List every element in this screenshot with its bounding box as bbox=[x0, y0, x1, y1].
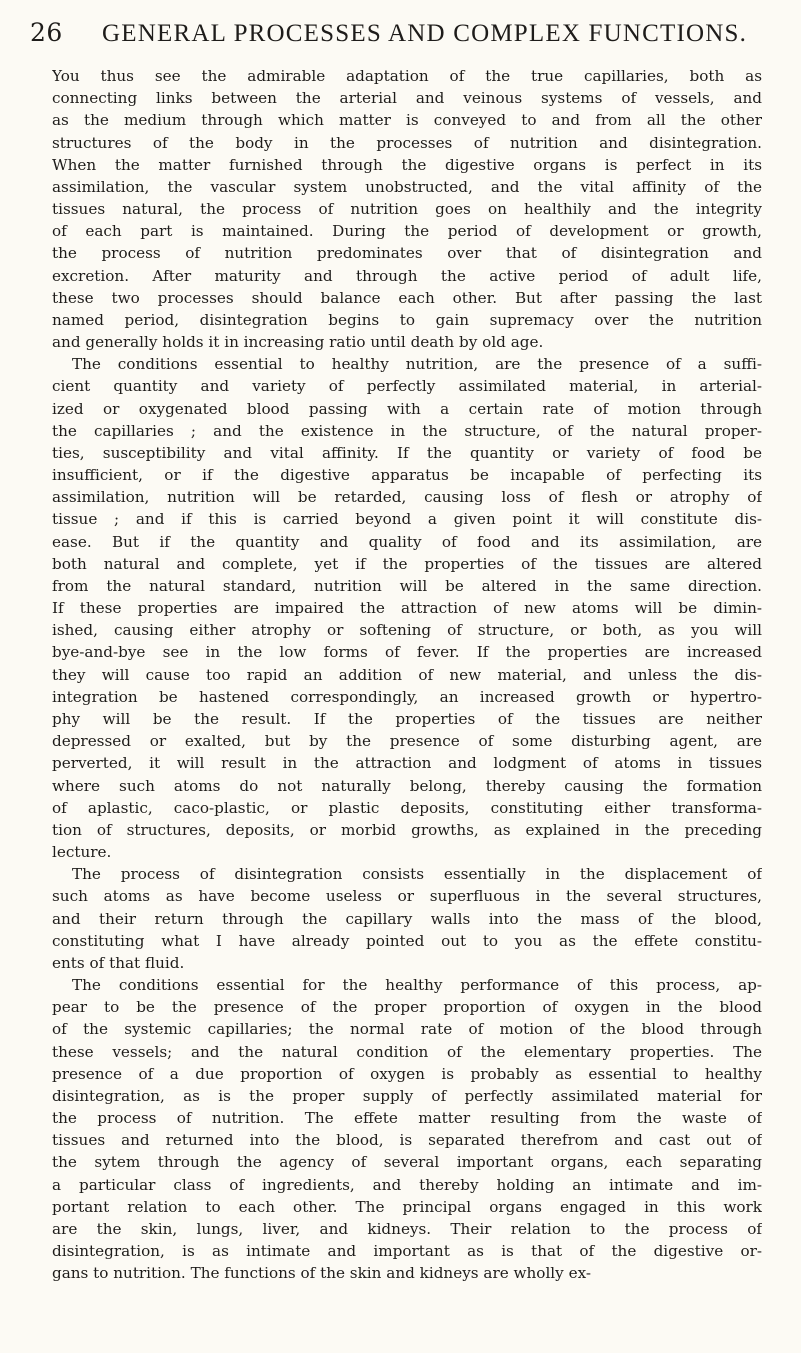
text-line: ished, causing either atrophy or softening of structure, or both, as you will bbox=[52, 621, 762, 640]
text-line: The conditions essential for the healthy performance of this process, ap- bbox=[72, 976, 762, 995]
text-line: tissues natural, the process of nutrition goes on healthily and the integrity bbox=[52, 200, 762, 219]
text-line: from the natural standard, nutrition will be altered in the same direction. bbox=[52, 576, 762, 595]
text-line: bye-and-bye see in the low forms of fever. If the properties are increased bbox=[52, 643, 762, 662]
text-line: tissues and returned into the blood, is separated therefrom and cast out of bbox=[52, 1131, 762, 1150]
text-line: perverted, it will result in the attraction and lodgment of atoms in tissues bbox=[52, 754, 762, 773]
text-line: they will cause too rapid an addition of new material, and unless the dis- bbox=[52, 665, 762, 684]
paragraph bbox=[52, 974, 762, 1284]
running-head: GENERAL PROCESSES AND COMPLEX FUNCTIONS. bbox=[102, 20, 748, 47]
text-line: of each part is maintained. During the period of development or growth, bbox=[52, 222, 762, 241]
text-line: the capillaries ; and the existence in the structure, of the natural proper- bbox=[52, 421, 762, 440]
text-line: When the matter furnished through the digestive organs is perfect in its bbox=[52, 155, 762, 174]
text-line: these two processes should balance each other. But after passing the last bbox=[52, 288, 762, 307]
text-line: the process of nutrition predominates over that of disintegration and bbox=[52, 244, 762, 263]
text-line: lecture. bbox=[52, 843, 112, 862]
text-line: such atoms as have become useless or superfluous in the several structures, bbox=[52, 887, 762, 906]
text-line: ties, susceptibility and vital affinity. If the quantity or variety of food be bbox=[52, 443, 762, 462]
text-line: presence of a due proportion of oxygen is probably as essential to healthy bbox=[52, 1064, 762, 1083]
text-line: If these properties are impaired the attraction of new atoms will be dimin- bbox=[52, 599, 762, 618]
text-line: assimilation, nutrition will be retarded, causing loss of flesh or atrophy of bbox=[52, 488, 762, 507]
text-line: of aplastic, caco-plastic, or plastic deposits, constituting either transforma- bbox=[52, 798, 762, 817]
paragraph bbox=[52, 65, 762, 353]
text-line: gans to nutrition. The functions of the skin and kidneys are wholly ex- bbox=[52, 1264, 591, 1283]
text-line: cient quantity and variety of perfectly assimilated material, in arterial- bbox=[52, 377, 762, 396]
text-line: ized or oxygenated blood passing with a certain rate of motion through bbox=[52, 399, 762, 418]
text-line: phy will be the result. If the properties of the tissues are neither bbox=[52, 709, 762, 728]
text-line: excretion. After maturity and through the active period of adult life, bbox=[52, 266, 762, 285]
paragraph bbox=[52, 863, 762, 974]
text-line: integration be hastened correspondingly, an increased growth or hypertro- bbox=[52, 687, 762, 706]
text-line: assimilation, the vascular system unobstructed, and the vital affinity of the bbox=[52, 177, 762, 196]
paragraph bbox=[52, 353, 762, 863]
text-line: tion of structures, deposits, or morbid growths, as explained in the preceding bbox=[52, 820, 762, 839]
text-line: where such atoms do not naturally belong, thereby causing the formation bbox=[52, 776, 762, 795]
body-text bbox=[52, 65, 762, 1284]
text-line: a particular class of ingredients, and thereby holding an intimate and im- bbox=[52, 1175, 762, 1194]
page-number: 26 bbox=[30, 18, 63, 47]
text-line: these vessels; and the natural condition of the elementary properties. The bbox=[52, 1042, 762, 1061]
page-header bbox=[30, 18, 770, 52]
text-line: portant relation to each other. The principal organs engaged in this work bbox=[52, 1197, 762, 1216]
text-line: and generally holds it in increasing ratio until death by old age. bbox=[52, 333, 544, 352]
text-line: and their return through the capillary walls into the mass of the blood, bbox=[52, 909, 762, 928]
text-line: You thus see the admirable adaptation of the true capillaries, both as bbox=[52, 67, 762, 85]
text-line: pear to be the presence of the proper proportion of oxygen in the blood bbox=[52, 998, 762, 1017]
text-line: constituting what I have already pointed out to you as the effete constitu- bbox=[52, 931, 762, 950]
text-line: ease. But if the quantity and quality of food and its assimilation, are bbox=[52, 532, 762, 551]
text-line: ents of that fluid. bbox=[52, 953, 185, 972]
text-line: depressed or exalted, but by the presence of some disturbing agent, are bbox=[52, 732, 762, 751]
text-line: The process of disintegration consists essentially in the displacement of bbox=[72, 865, 762, 884]
text-line: insufficient, or if the digestive apparatus be incapable of perfecting its bbox=[52, 466, 762, 485]
text-line: structures of the body in the processes of nutrition and disintegration. bbox=[52, 133, 762, 152]
text-line: disintegration, as is the proper supply of perfectly assimilated material for bbox=[52, 1086, 762, 1105]
text-line: The conditions essential to healthy nutrition, are the presence of a suffi- bbox=[72, 355, 762, 374]
text-line: disintegration, is as intimate and important as is that of the digestive or- bbox=[52, 1242, 762, 1261]
text-line: as the medium through which matter is conveyed to and from all the other bbox=[52, 111, 762, 130]
text-line: tissue ; and if this is carried beyond a given point it will constitute dis- bbox=[52, 510, 762, 529]
text-line: named period, disintegration begins to gain supremacy over the nutrition bbox=[52, 310, 762, 329]
text-line: are the skin, lungs, liver, and kidneys. Their relation to the process of bbox=[52, 1219, 762, 1238]
text-line: both natural and complete, yet if the properties of the tissues are altered bbox=[52, 554, 762, 573]
text-line: the process of nutrition. The effete matter resulting from the waste of bbox=[52, 1109, 762, 1128]
text-line: of the systemic capillaries; the normal rate of motion of the blood through bbox=[52, 1020, 762, 1039]
text-line: the sytem through the agency of several important organs, each separating bbox=[52, 1153, 762, 1172]
text-line: connecting links between the arterial and veinous systems of vessels, and bbox=[52, 89, 762, 108]
